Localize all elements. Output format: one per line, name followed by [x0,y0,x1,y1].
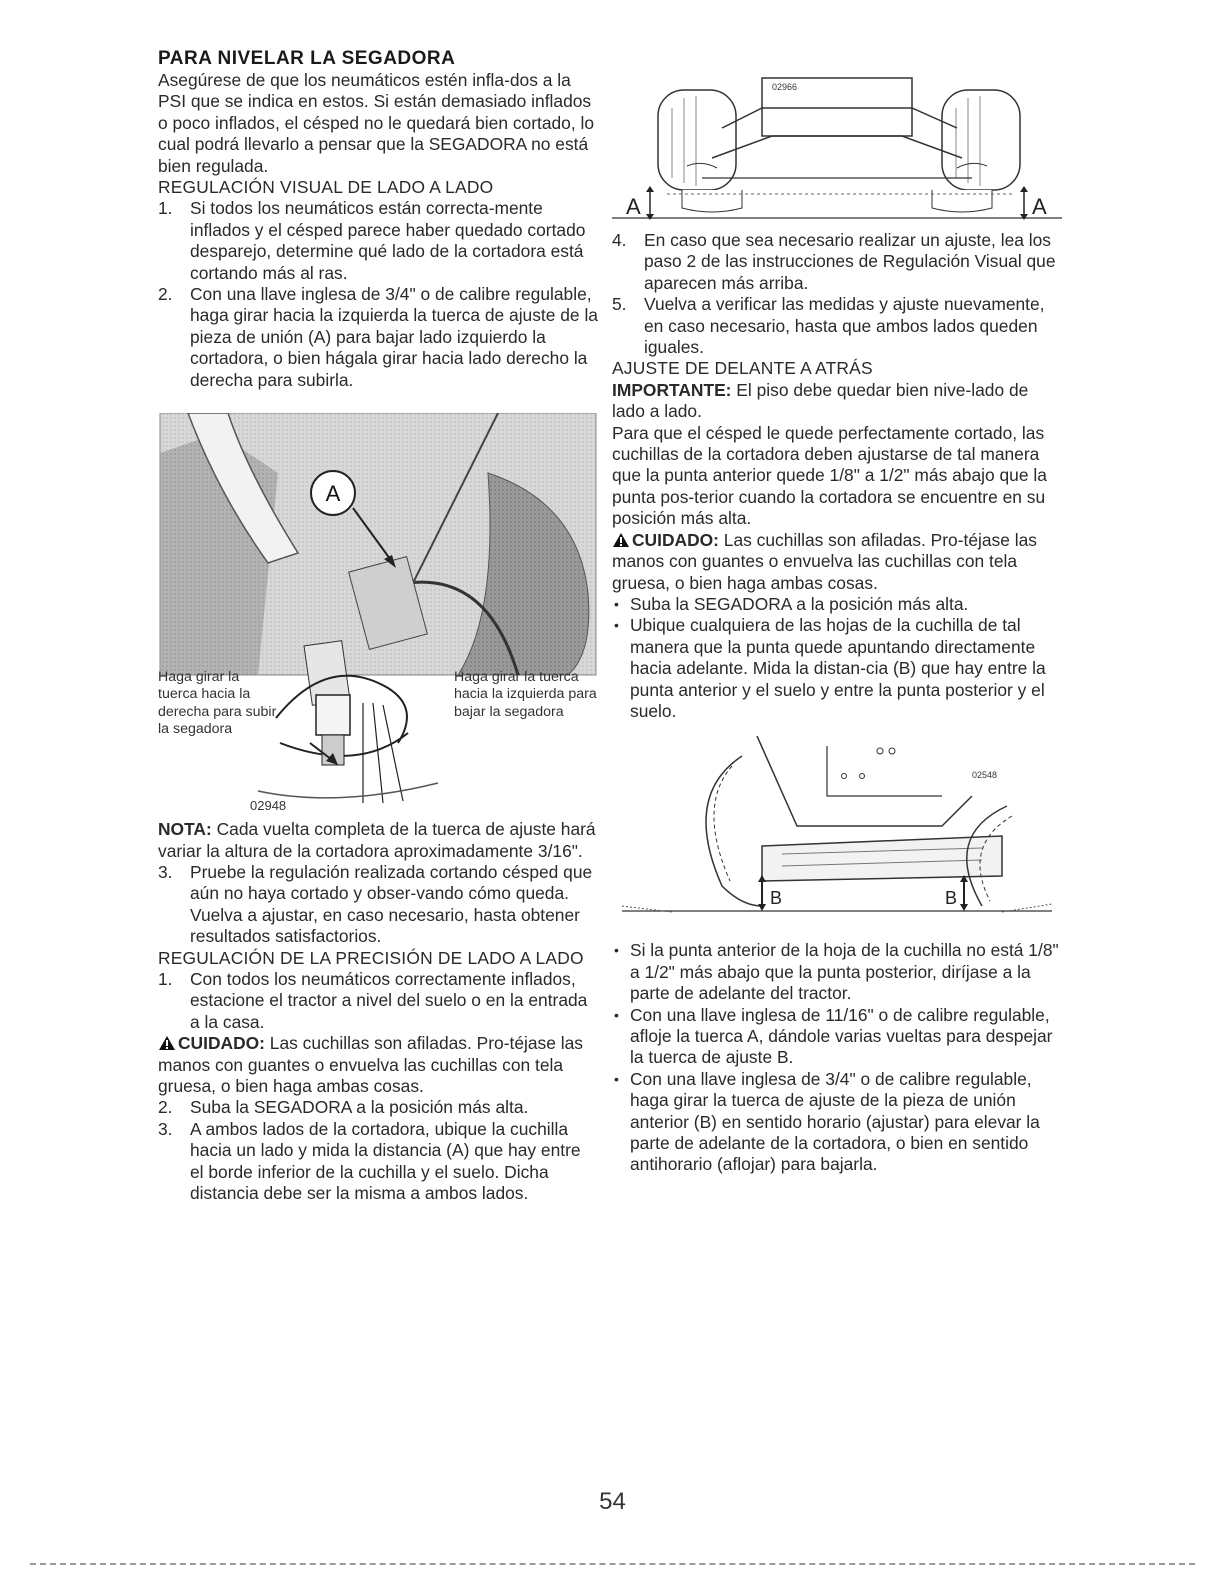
bullet-list-1 [612,594,1062,722]
list-item: 1. Si todos los neumáticos están correcta-mente inflados y el césped parece haber quedado cortado desparejo, determine qué lado de la cortadora está cortando más al ras. [158,198,586,283]
list-item: • Suba la SEGADORA a la posición más alta. [612,594,1062,615]
caution-label: CUIDADO: [178,1033,265,1054]
steps-list-2b [158,1097,598,1204]
left-column [158,48,598,1204]
deck-side-view-illustration [612,736,1062,936]
list-item: • Ubique cualquiera de las hojas de la cuchilla de tal manera que la punta quede apuntando directamente hacia adelante. Mida la distan-cia (B) que hay entre la punta anterior y el suelo y entre la punta posterior y el suelo. [612,615,1062,722]
caution-label: CUIDADO: [632,529,719,550]
figure-code: 02948 [250,798,287,814]
caption-turn-right: Haga girar la tuerca hacia la derecha para subir la segadora [158,669,277,737]
bullet-list-2 [612,940,1062,1175]
caution-paragraph: CUIDADO: Las cuchillas son afiladas. Pro-téjase las manos con guantes o envuelva las cuchillas con tela gruesa, o bien haga ambas cosas. [612,529,1037,593]
section-title: PARA NIVELAR LA SEGADORA [158,48,456,69]
important-paragraph: IMPORTANTE: El piso debe quedar bien nive-lado de lado a lado. [612,379,1029,422]
list-item: • Con una llave inglesa de 3/4" o de calibre regulable, haga girar la tuerca de ajuste de la pieza de unión anterior (B) en sentido horario (ajustar) para elevar la parte de adelante de la cortadora, o bien en sentido antihorario (aflojar) para bajarla. [612,1069,1062,1176]
right-column [612,68,1062,1176]
list-item: 2. Suba la SEGADORA a la posición más alta. [158,1097,529,1118]
body-paragraph: Para que el césped le quede perfectamente cortado, las cuchillas de la cortadora deben ajustarse de tal manera que la punta anterior quede 1/8" a 1/2" más abajo que la punta pos-terior cuando la cortadora se encuentre en su posición más alta. [612,422,1047,529]
subsection-title: REGULACIÓN VISUAL DE LADO A LADO [158,177,494,198]
adjustment-nut-figure [158,413,598,815]
measure-b-front-label: B [770,888,783,909]
figure-code: 02966 [772,82,798,92]
list-item: 3. A ambos lados de la cortadora, ubique la cuchilla hacia un lado y mida la distancia (A) que hay entre el borde inferior de la cuchilla y el suelo. Dicha distancia debe ser la misma a ambos lados. [158,1118,581,1203]
caption-turn-left: Haga girar la tuerca hacia la izquierda para bajar la segadora [454,669,597,720]
list-item: 4. En caso que sea necesario realizar un ajuste, lea los paso 2 de las instrucciones de Regulación Visual que aparecen más arriba. [612,230,1056,293]
subsection-title: AJUSTE DE DELANTE A ATRÁS [612,358,873,379]
adjustment-nut-illustration [158,413,598,815]
step-3 [158,862,598,948]
list-item: • Con una llave inglesa de 11/16" o de calibre regulable, afloje la tuerca A, dándole varias vueltas para despejar la tuerca de ajuste B. [612,1005,1062,1069]
warning-icon [612,532,630,548]
list-item: • Si la punta anterior de la hoja de la cuchilla no está 1/8" a 1/2" más abajo que la punta posterior, diríjase a la parte de adelante del tractor. [612,940,1062,1004]
callout-a-label: A [325,481,341,507]
subsection-title: REGULACIÓN DE LA PRECISIÓN DE LADO A LADO [158,947,584,968]
important-label: IMPORTANTE: [612,379,732,400]
measure-a-right-label: A [1032,194,1047,219]
steps-list-2a [158,969,598,1033]
deck-front-view-figure [612,68,1062,238]
deck-side-view-figure [612,736,1062,936]
list-item: 2. Con una llave inglesa de 3/4" o de calibre regulable, haga girar hacia la izquierda la tuerca de ajuste de la pieza de unión (A) para bajar lado izquierdo la cortadora, o bien hágala girar hacia lado derecho la derecha para subirla. [158,284,598,390]
measure-b-rear-label: B [945,888,958,909]
caution-paragraph: CUIDADO: Las cuchillas son afiladas. Pro-téjase las manos con guantes o envuelva las cuchillas con tela gruesa, o bien haga ambas cosas. [158,1033,583,1096]
bottom-divider [30,1563,1195,1565]
intro-paragraph: Asegúrese de que los neumáticos estén infla-dos a la PSI que se indica en estos. Si están demasiado inflados o poco inflados, el césped no le quedará bien cortado, lo cual podrá llevarlo a pensar que la SEGADORA no está bien regulada. [158,70,595,176]
steps-list-1 [158,198,598,391]
figure-code: 02548 [972,770,998,781]
page-number: 54 [599,1488,626,1515]
note-paragraph: NOTA: Cada vuelta completa de la tuerca de ajuste hará variar la altura de la cortadora aproximadamente 3/16". [158,819,596,861]
measure-a-left-label: A [626,194,641,219]
list-item: 1. Con todos los neumáticos correctamente inflados, estacione el tractor a nivel del suelo o en la entrada a la casa. [158,968,588,1032]
steps-list-4-5 [612,230,1062,358]
note-label: NOTA: [158,819,212,840]
list-item: 5. Vuelva a verificar las medidas y ajuste nuevamente, en caso necesario, hasta que ambos lados queden iguales. [612,294,1045,358]
warning-icon [158,1035,176,1051]
deck-front-view-illustration [612,68,1062,238]
list-item: 3. Pruebe la regulación realizada cortando césped que aún no haya cortado y obser-vando cómo queda. Vuelva a ajustar, en caso necesario, hasta obtener resultados satisfactorios. [158,861,593,947]
